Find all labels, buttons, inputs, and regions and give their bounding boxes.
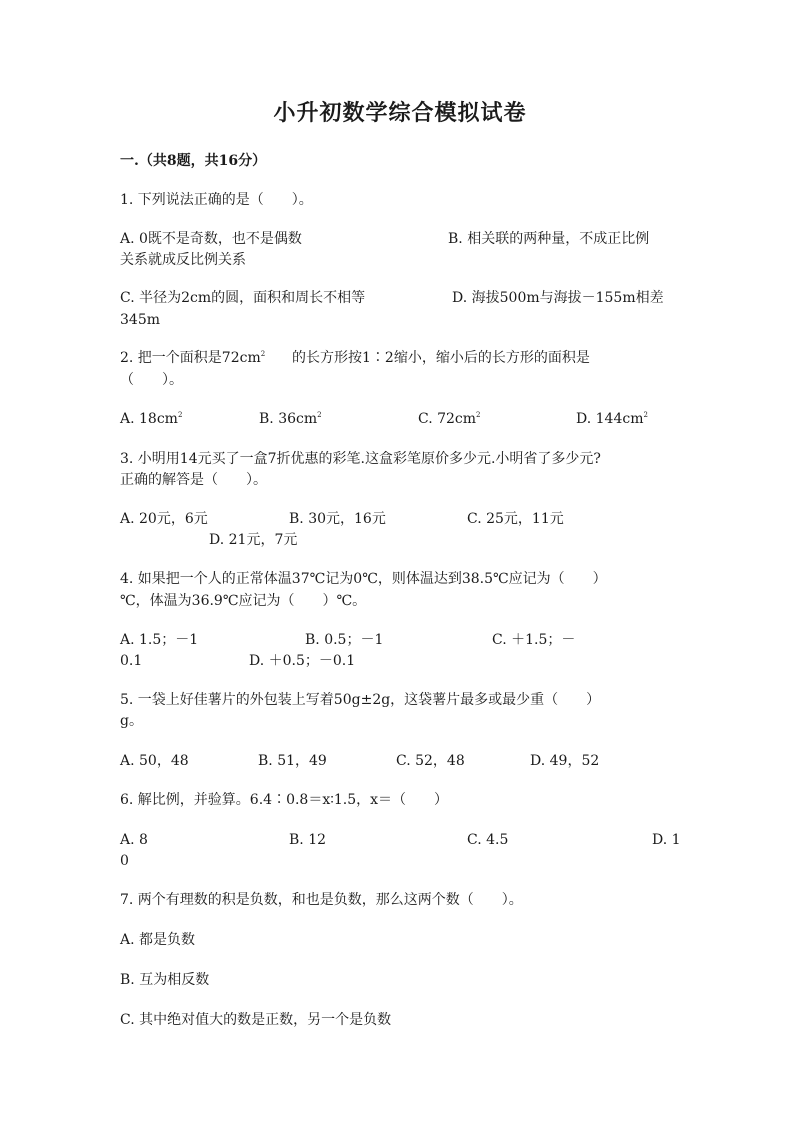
q6-option-d: D. 1 — [652, 832, 681, 848]
q7-option-a: A. 都是负数 — [120, 932, 196, 948]
question-4-stem-cont: ℃，体温为36.9℃应记为（ ）℃。 — [120, 593, 367, 609]
question-2-stem-rest: 的长方形按1∶2缩小，缩小后的长方形的面积是 — [292, 350, 590, 366]
q6-option-b: B. 12 — [289, 832, 327, 848]
question-3-stem: 3. 小明用14元买了一盒7折优惠的彩笔.这盒彩笔原价多少元.小明省了多少元? — [120, 451, 601, 467]
q1-option-d: D. 海拔500m与海拔－155m相差 — [452, 290, 664, 306]
q2-option-c-label: C. 72cm — [418, 411, 477, 427]
q2-option-b — [259, 409, 322, 429]
q1-option-d-cont: 345m — [120, 312, 160, 328]
q1-option-b-cont: 关系就成反比例关系 — [120, 252, 246, 268]
question-6-stem: 6. 解比例，并验算。6.4∶0.8＝x∶1.5，x＝（ ） — [120, 792, 449, 808]
q6-option-c: C. 4.5 — [467, 832, 509, 848]
question-7-stem: 7. 两个有理数的积是负数，和也是负数，那么这两个数（ ）。 — [120, 892, 523, 908]
q5-option-a: A. 50，48 — [120, 753, 189, 769]
q4-option-c: C. ＋1.5；－ — [492, 632, 576, 648]
q5-option-d: D. 49，52 — [530, 753, 600, 769]
question-5-stem: 5. 一袋上好佳薯片的外包装上写着50g±2g，这袋薯片最多或最少重（ ） — [120, 692, 601, 708]
question-2-stem-cont: （ ）。 — [120, 372, 183, 388]
section-heading: 一.（共8题，共16分） — [120, 153, 267, 169]
q2-option-b-label: B. 36cm — [259, 411, 318, 427]
superscript-2: 2 — [177, 411, 183, 419]
q1-option-b: B. 相关联的两种量，不成正比例 — [448, 231, 650, 247]
q4-option-b: B. 0.5；－1 — [305, 632, 384, 648]
question-5-stem-cont: g。 — [120, 713, 143, 729]
question-2-stem — [120, 348, 265, 368]
superscript-2: 2 — [643, 411, 648, 419]
q5-option-c: C. 52，48 — [396, 753, 465, 769]
q3-option-c: C. 25元，11元 — [467, 511, 564, 527]
q5-option-b: B. 51，49 — [258, 753, 327, 769]
q3-option-d: D. 21元，7元 — [209, 532, 298, 548]
q4-option-c-cont: 0.1 — [120, 653, 143, 669]
q7-option-c: C. 其中绝对值大的数是正数，另一个是负数 — [120, 1012, 392, 1028]
q2-option-d-label: D. 144cm — [576, 411, 644, 427]
q1-option-c: C. 半径为2cm的圆，面积和周长不相等 — [120, 290, 366, 306]
q6-option-a: A. 8 — [120, 832, 148, 848]
q6-option-d-cont: 0 — [120, 853, 129, 869]
question-1-stem: 1. 下列说法正确的是（ ）。 — [120, 192, 313, 208]
superscript-2: 2 — [260, 350, 266, 358]
q2-option-d — [576, 409, 648, 429]
question-3-stem-cont: 正确的解答是（ ）。 — [120, 472, 267, 488]
q2-stem-part1: 2. 把一个面积是72cm — [120, 350, 261, 366]
q4-option-a: A. 1.5；－1 — [120, 632, 199, 648]
q7-option-b: B. 互为相反数 — [120, 972, 210, 988]
superscript-2: 2 — [317, 411, 322, 419]
q3-option-a: A. 20元，6元 — [120, 511, 208, 527]
q2-option-c — [418, 409, 481, 429]
page-title: 小升初数学综合模拟试卷 — [273, 100, 527, 126]
question-4-stem: 4. 如果把一个人的正常体温37℃记为0℃，则体温达到38.5℃应记为（ ） — [120, 571, 607, 587]
q2-option-a — [120, 409, 182, 429]
q4-option-d: D. ＋0.5；－0.1 — [249, 653, 356, 669]
q3-option-b: B. 30元，16元 — [289, 511, 386, 527]
q1-option-a: A. 0既不是奇数，也不是偶数 — [120, 231, 302, 247]
q2-option-a-label: A. 18cm — [120, 411, 178, 427]
superscript-2: 2 — [476, 411, 481, 419]
